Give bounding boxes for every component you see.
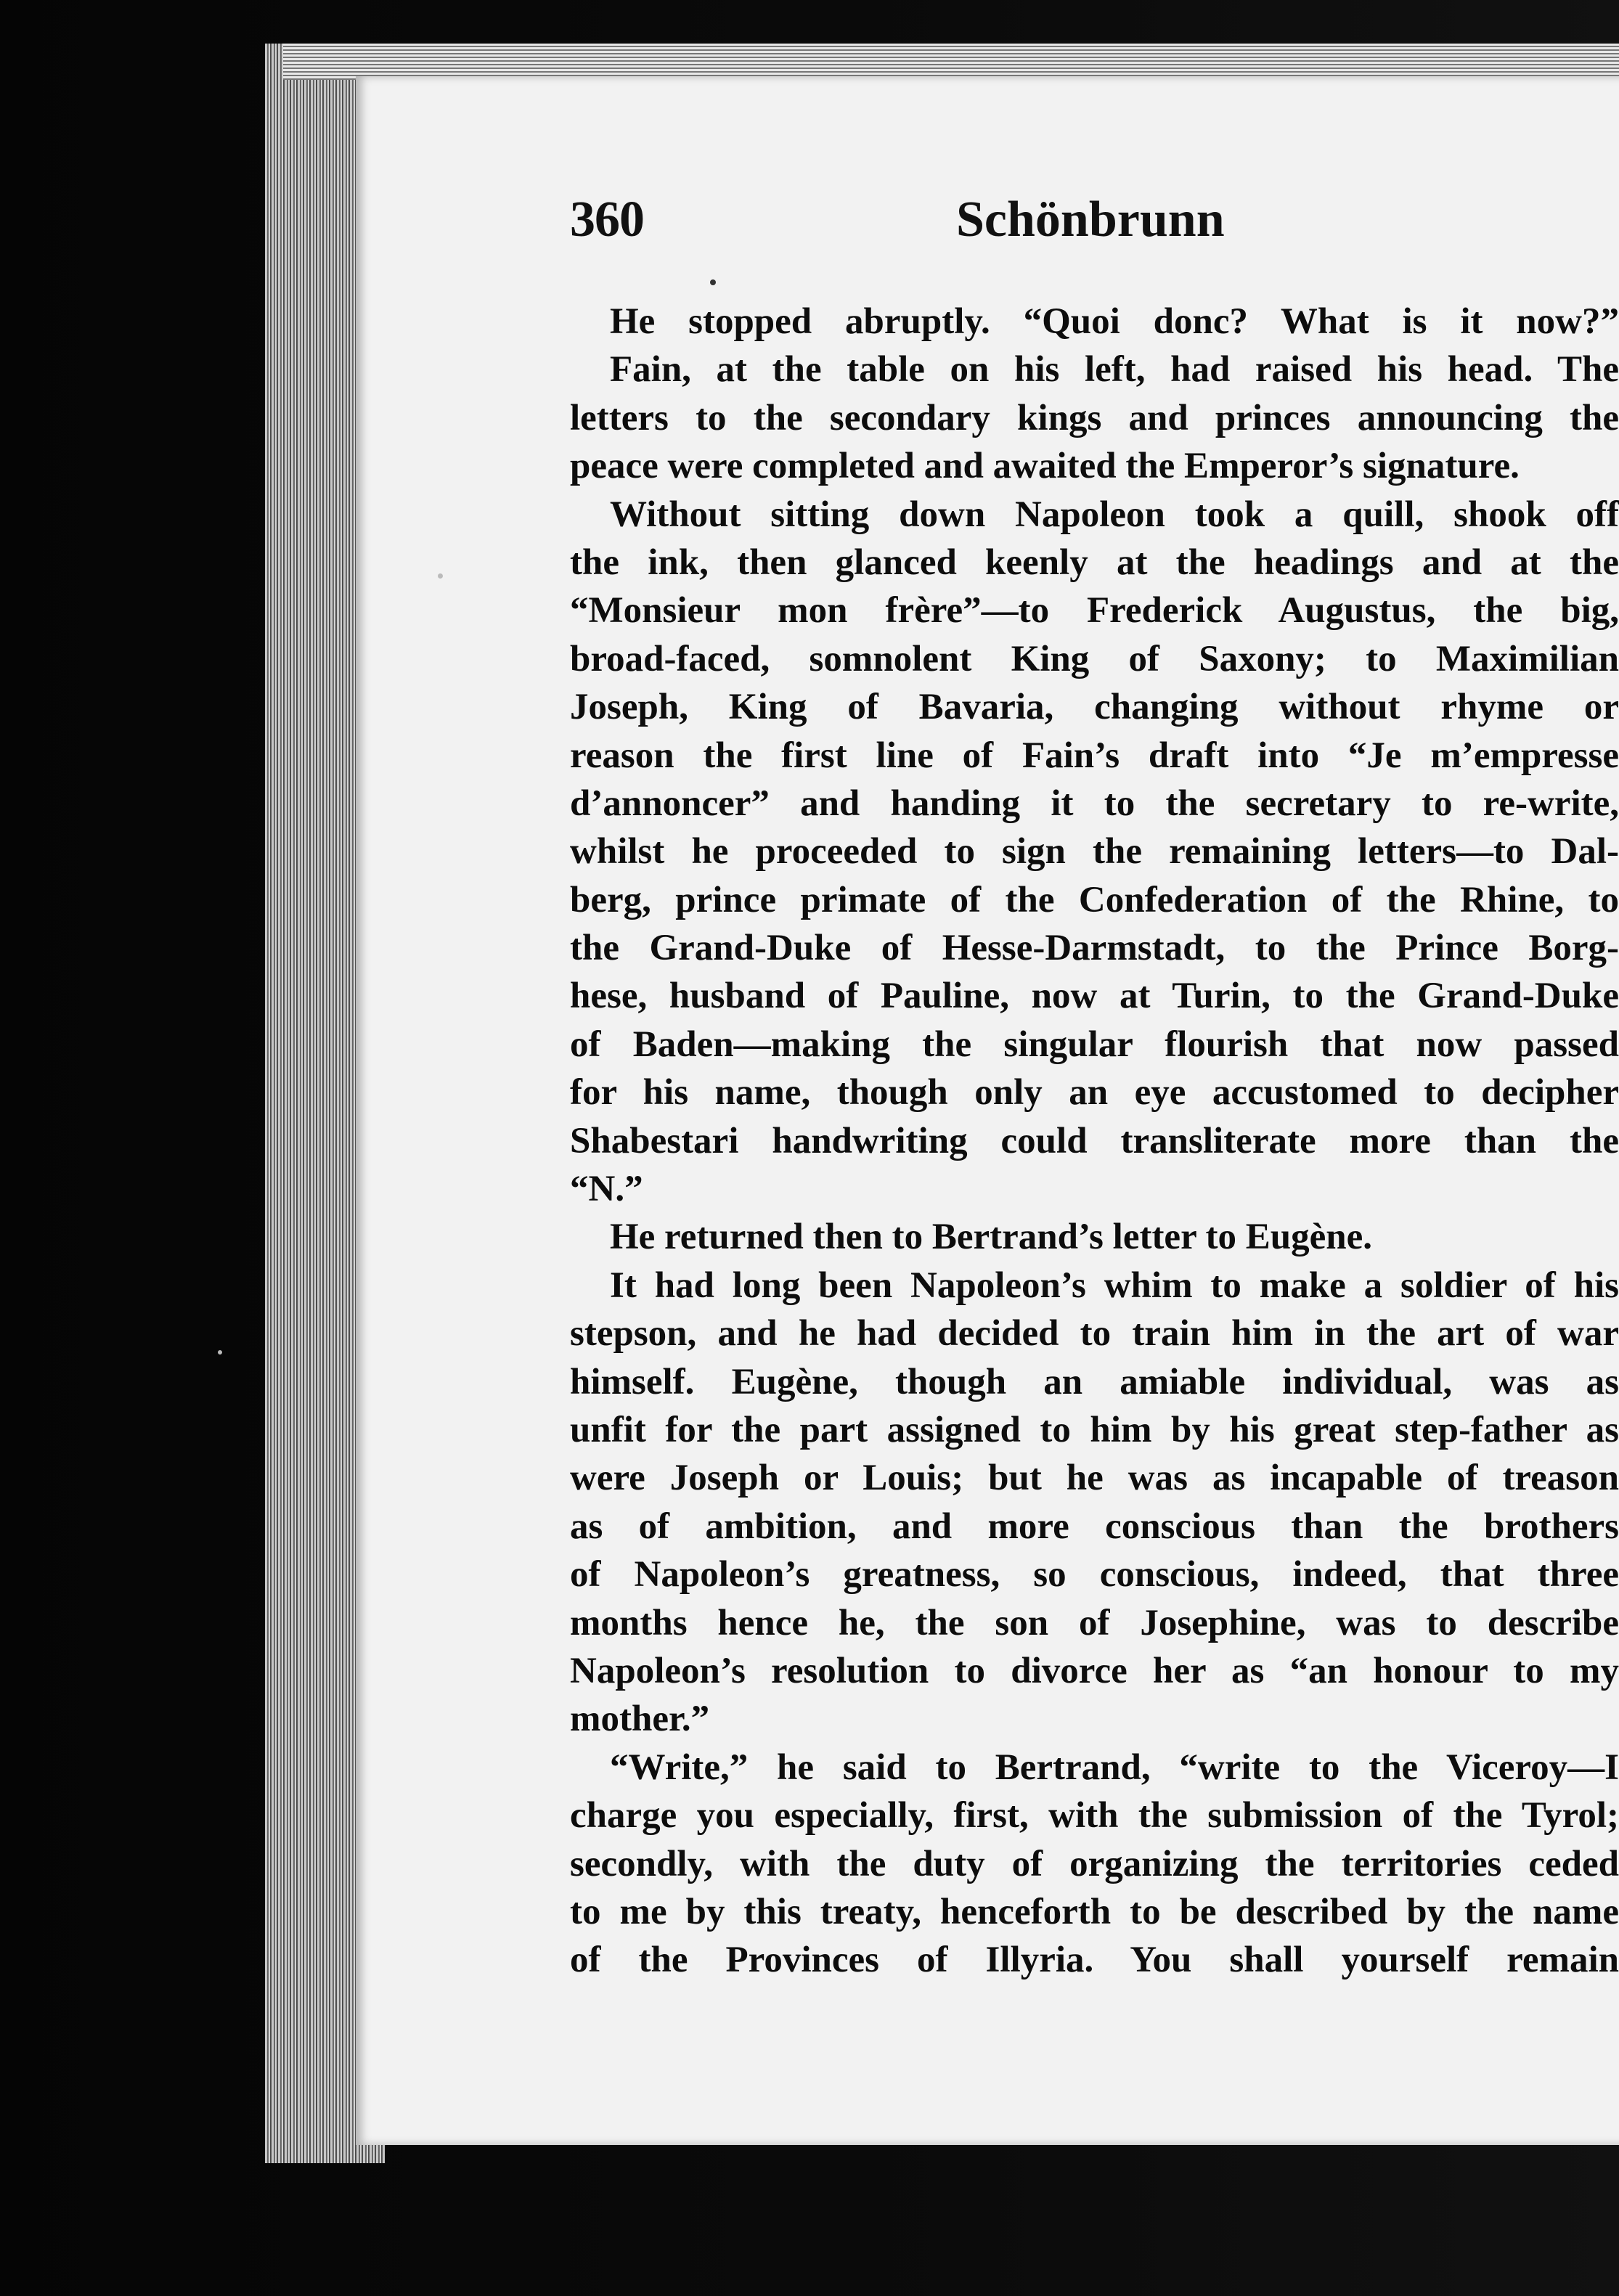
text-line: berg, prince primate of the Confederation of the Rhine, to bbox=[570, 879, 1619, 920]
text-line: of Baden—making the singular flourish that now passed bbox=[570, 1024, 1619, 1065]
text-line: broad-faced, somnolent King of Saxony; to Maximilian bbox=[570, 638, 1619, 679]
text-line: of the Provinces of Illyria. You shall yourself remain bbox=[570, 1940, 1619, 1981]
text-line: stepson, and he had decided to train him in the art of war bbox=[570, 1313, 1619, 1355]
running-head bbox=[570, 191, 1619, 256]
text-line: Napoleon’s resolution to divorce her as “an honour to my bbox=[570, 1650, 1619, 1691]
text-line: d’annoncer” and handing it to the secretary to re-write, bbox=[570, 783, 1619, 824]
body-text bbox=[570, 298, 1619, 1985]
scan-speck bbox=[438, 573, 443, 579]
book-top-edge bbox=[283, 44, 1619, 80]
text-line: as of ambition, and more conscious than the brothers bbox=[570, 1506, 1619, 1547]
text-line: to me by this treaty, henceforth to be described by the name bbox=[570, 1891, 1619, 1932]
text-line: mother.” bbox=[570, 1699, 710, 1740]
text-line: Joseph, King of Bavaria, changing without rhyme or bbox=[570, 687, 1619, 728]
text-line: himself. Eugène, though an amiable individual, was as bbox=[570, 1361, 1619, 1402]
page-number: 360 bbox=[570, 192, 644, 248]
text-line: unfit for the part assigned to him by his great step-father as bbox=[570, 1409, 1619, 1450]
text-line: “N.” bbox=[570, 1169, 643, 1210]
text-line: It had long been Napoleon’s whim to make a soldier of his bbox=[610, 1265, 1619, 1306]
text-line: Without sitting down Napoleon took a quill, shook off bbox=[610, 494, 1619, 535]
text-line: were Joseph or Louis; but he was as incapable of treason bbox=[570, 1458, 1619, 1499]
text-line: Fain, at the table on his left, had raised his head. The bbox=[610, 349, 1619, 391]
text-line: the Grand-Duke of Hesse-Darmstadt, to the Prince Borg- bbox=[570, 928, 1619, 969]
text-line: of Napoleon’s greatness, so conscious, indeed, that three bbox=[570, 1554, 1619, 1596]
text-line: He stopped abruptly. “Quoi donc? What is it now?” bbox=[610, 301, 1619, 342]
text-line: months hence he, the son of Josephine, was to describe bbox=[570, 1602, 1619, 1643]
text-line: “Write,” he said to Bertrand, “write to the Viceroy—I bbox=[610, 1746, 1619, 1788]
text-line: the ink, then glanced keenly at the headings and at the bbox=[570, 542, 1619, 583]
scan-speck bbox=[218, 1350, 222, 1355]
text-line: secondly, with the duty of organizing the territories ceded bbox=[570, 1843, 1619, 1884]
text-line: Shabestari handwriting could transliterate more than the bbox=[570, 1120, 1619, 1161]
text-line: for his name, though only an eye accustomed to decipher bbox=[570, 1072, 1619, 1114]
text-line: charge you especially, first, with the submission of the Tyrol; bbox=[570, 1795, 1619, 1837]
text-line: whilst he proceeded to sign the remaining letters—to Dal- bbox=[570, 831, 1619, 873]
text-line: letters to the secondary kings and princes announcing the bbox=[570, 397, 1619, 438]
text-line: peace were completed and awaited the Emperor’s signature. bbox=[570, 446, 1520, 487]
text-line: reason the first line of Fain’s draft into “Je m’empresse bbox=[570, 735, 1619, 776]
scan-speck bbox=[710, 279, 716, 285]
running-title: Schönbrunn bbox=[956, 192, 1225, 248]
text-line: “Monsieur mon frère”—to Frederick Augustus, the big, bbox=[570, 590, 1619, 632]
text-line: hese, husband of Pauline, now at Turin, to the Grand-Duke bbox=[570, 976, 1619, 1017]
text-line: He returned then to Bertrand’s letter to Eugène. bbox=[610, 1217, 1373, 1258]
